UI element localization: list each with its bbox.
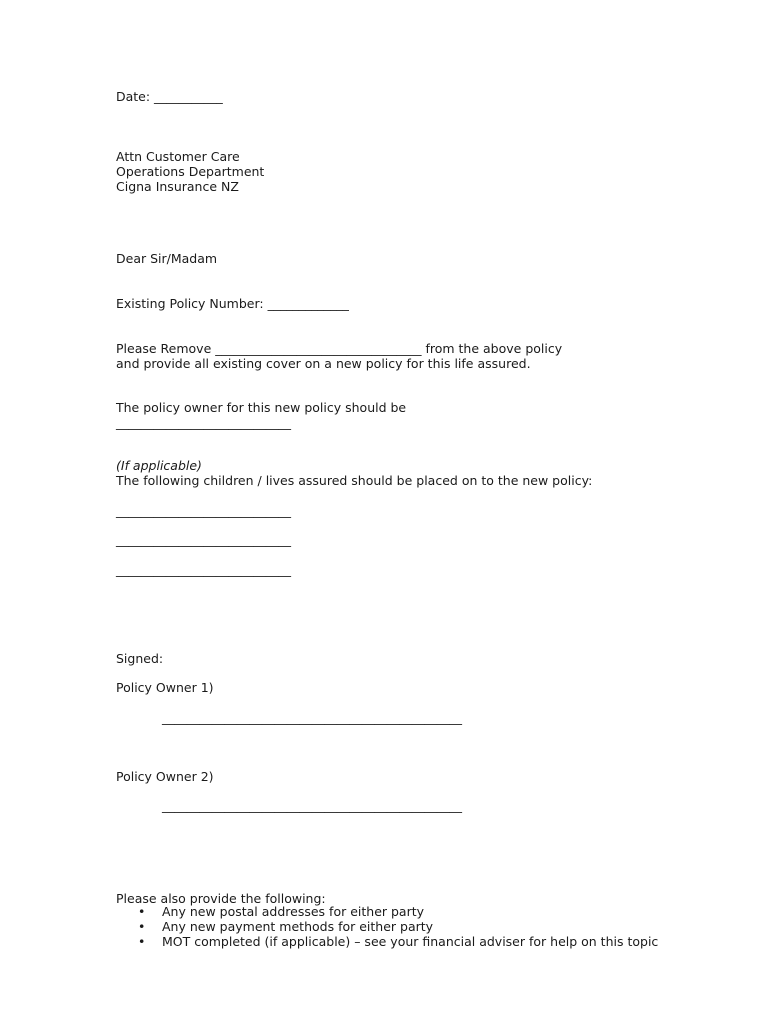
also-provide-intro: Please also provide the following: (116, 891, 326, 906)
policy-owner-text: The policy owner for this new policy should be (116, 400, 407, 415)
list-item: • MOT completed (if applicable) – see your financial adviser for help on this topic (162, 934, 662, 949)
child-blank-3: ____________________________ (116, 562, 291, 577)
child-blank-2: ____________________________ (116, 532, 291, 547)
policy-number-field: Existing Policy Number: _____________ (116, 296, 349, 311)
salutation: Dear Sir/Madam (116, 251, 218, 266)
policy-owner-2-label: Policy Owner 2) (116, 769, 214, 784)
also-provide-list (116, 904, 662, 949)
policy-owner-2-signature-line: ________________________________________________ (162, 798, 462, 813)
remove-line-1: Please Remove _________________________________ from the above policy (116, 341, 563, 356)
policy-owner-1-signature-line: ________________________________________________ (162, 710, 462, 725)
list-item: • Any new payment methods for either party (162, 919, 662, 934)
date-field: Date: ___________ (116, 89, 223, 104)
child-blank-1: ____________________________ (116, 503, 291, 518)
remove-line-2: and provide all existing cover on a new policy for this life assured. (116, 356, 531, 371)
recipient-line-2: Operations Department (116, 164, 265, 179)
recipient-line-3: Cigna Insurance NZ (116, 179, 239, 194)
if-applicable-note: (If applicable) (116, 458, 202, 473)
policy-owner-1-label: Policy Owner 1) (116, 680, 214, 695)
list-item: • Any new postal addresses for either party (162, 904, 662, 919)
policy-owner-blank: ____________________________ (116, 415, 291, 430)
recipient-line-1: Attn Customer Care (116, 149, 240, 164)
children-intro: The following children / lives assured should be placed on to the new policy: (116, 473, 593, 488)
signed-label: Signed: (116, 651, 164, 666)
